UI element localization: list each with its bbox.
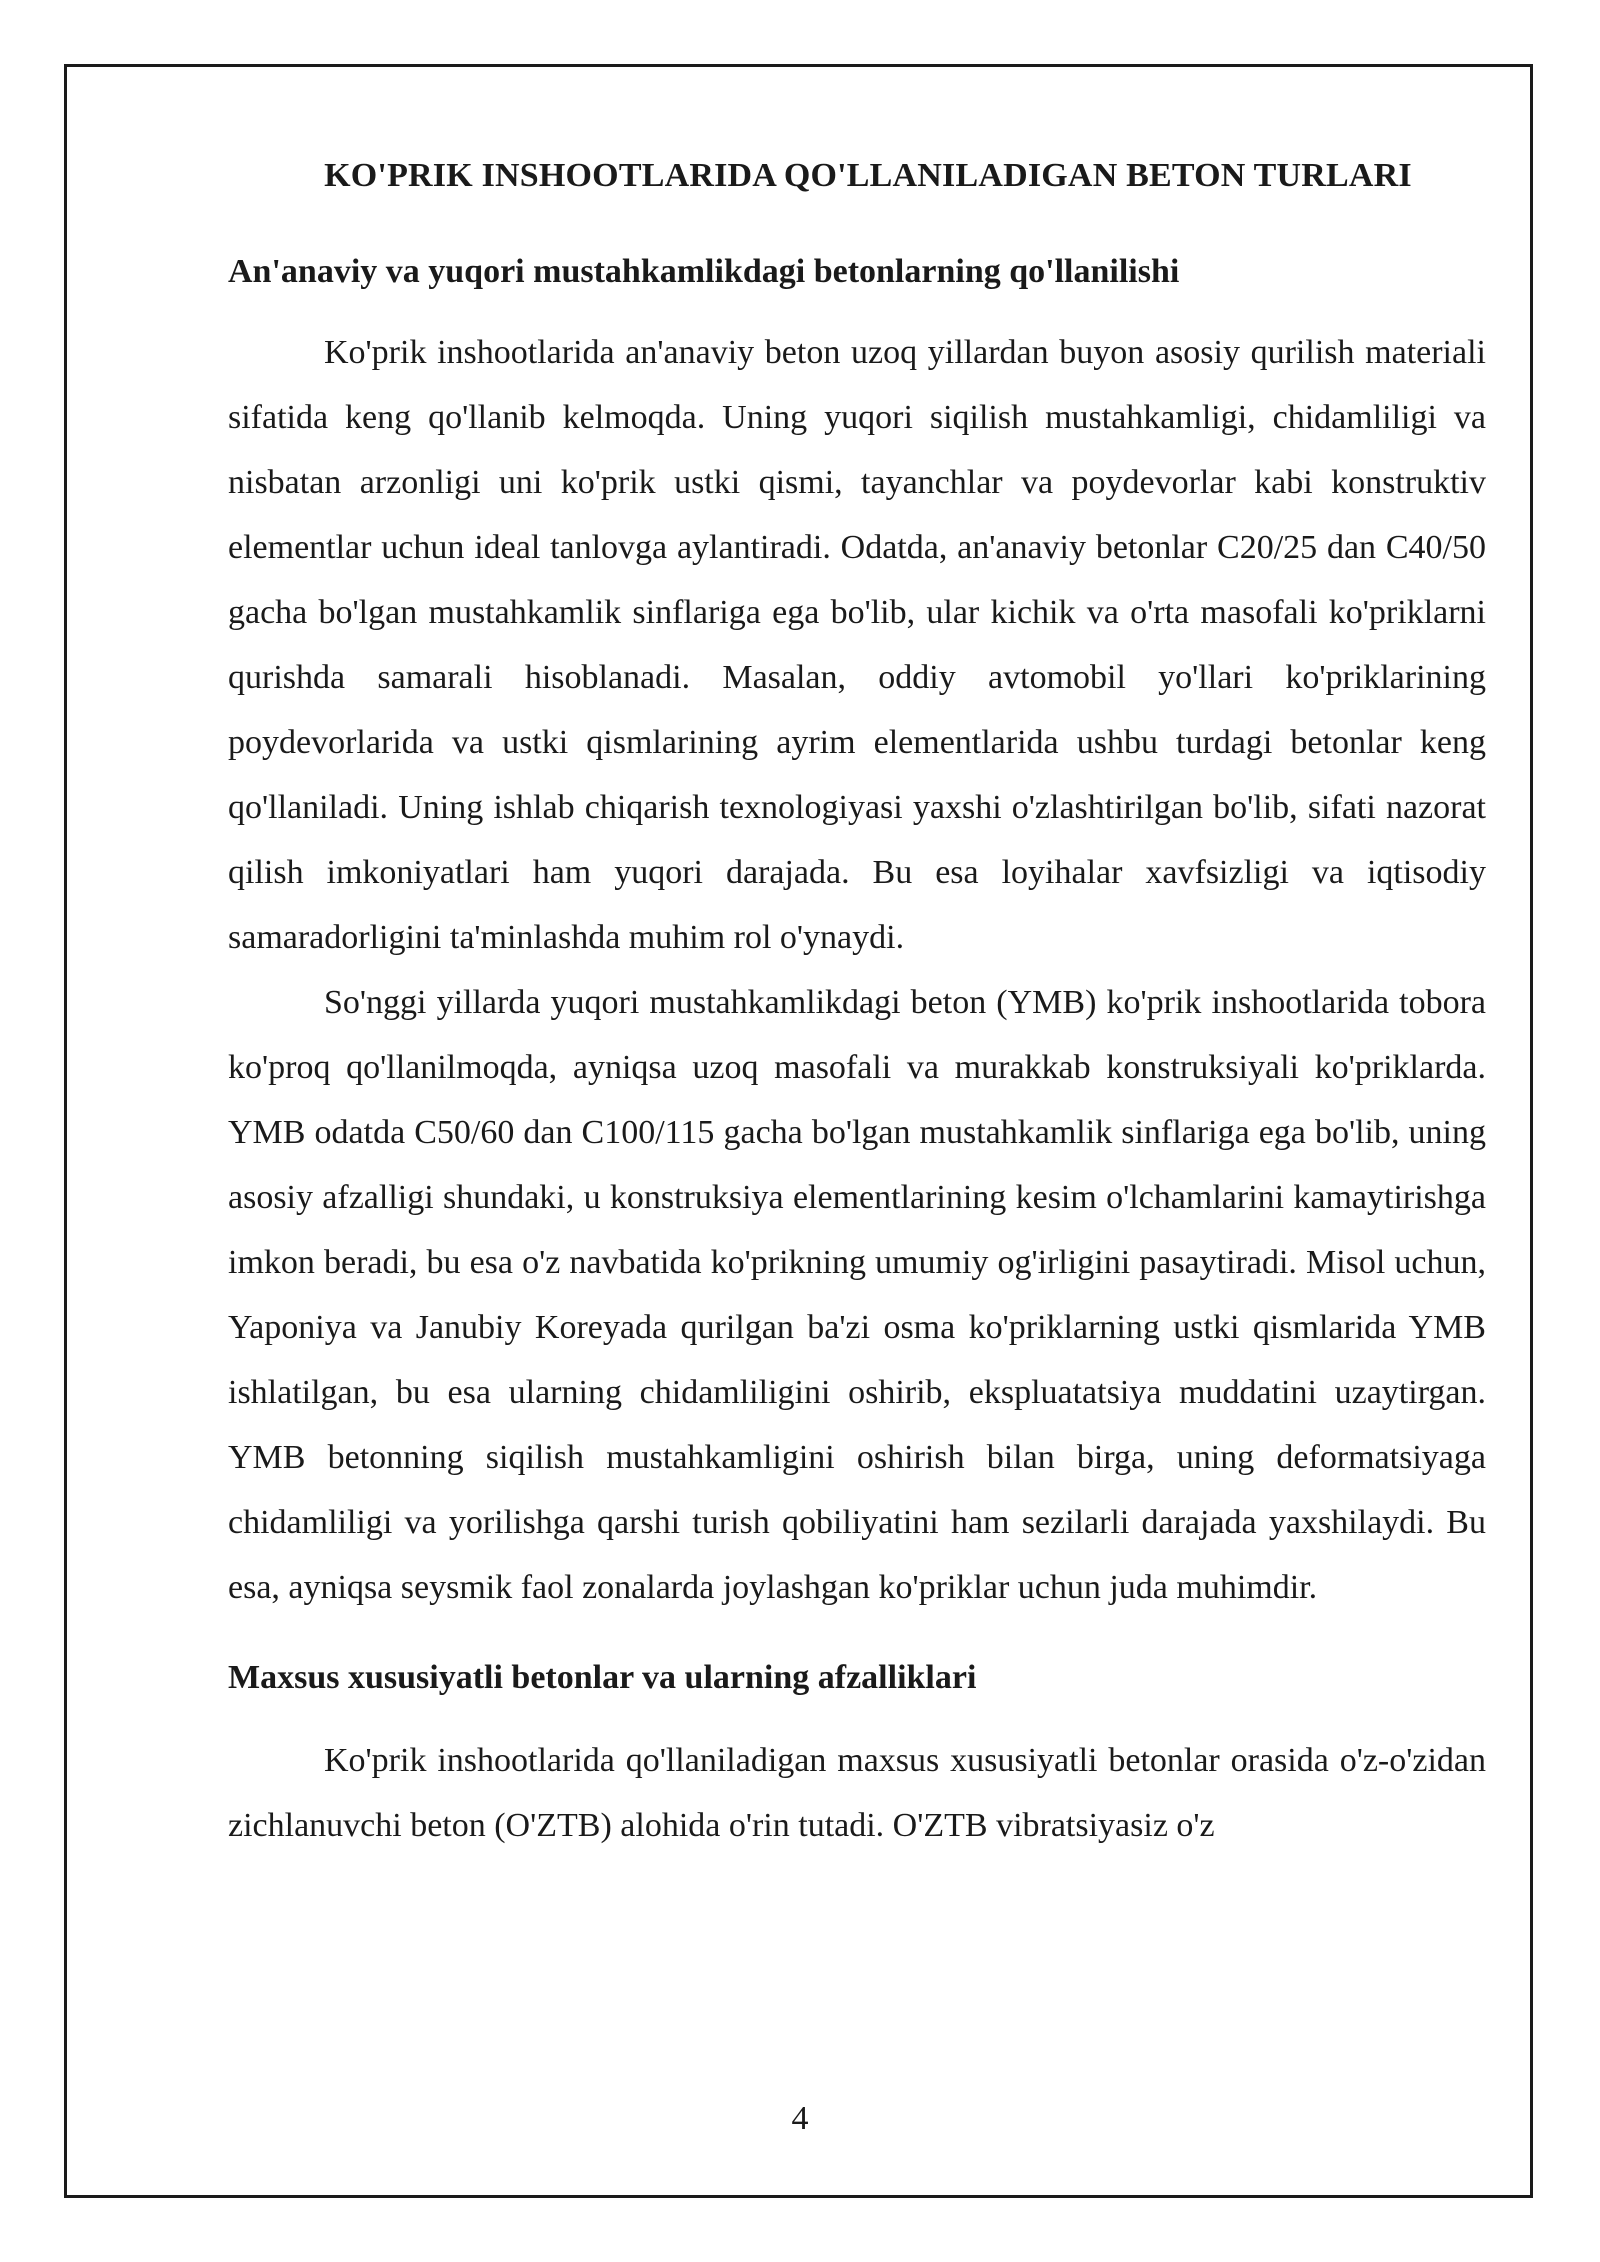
paragraph-self-compacting-concrete: Ko'prik inshootlarida qo'llaniladigan maxsus xususiyatli betonlar orasida o'z-o'zidan zichlanuvchi beton (O'ZTB) alohida o'rin tutadi. O'ZTB vibratsiyasiz o'z [228,1742,1486,1844]
paragraph-traditional-concrete: Ko'prik inshootlarida an'anaviy beton uzoq yillardan buyon asosiy qurilish materiali sifatida keng qo'llanib kelmoqda. Uning yuqori siqilish mustahkamligi, chidamliligi va nisbatan arzonligi uni ko'prik ustki qismi, tayanchlar va poydevorlar kabi konstruktiv elementlar uchun ideal tanlovga aylantiradi. Odatda, an'anaviy betonlar C20/25 dan C40/50 gacha bo'lgan mustahkamlik sinflariga ega bo'lib, ular kichik va o'rta masofali ko'priklarni qurishda samarali hisoblanadi. Masalan, oddiy avtomobil yo'llari ko'priklarining poydevorlarida va ustki qismlarining ayrim elementlarida ushbu turdagi betonlar keng qo'llaniladi. Uning ishlab chiqarish texnologiyasi yaxshi o'zlashtirilgan bo'lib, sifati nazorat qilish imkoniyatlari ham yuqori darajada. Bu esa loyihalar xavfsizligi va iqtisodiy samaradorligini ta'minlashda muhim rol o'ynaydi. [228,334,1486,956]
document-title: KO'PRIK INSHOOTLARIDA QO'LLANILADIGAN BETON TURLARI [324,157,1412,194]
section-heading-special-concrete: Maxsus xususiyatli betonlar va ularning afzalliklari [228,1659,977,1696]
page-number: 4 [791,2100,809,2137]
section-heading-traditional-concrete: An'anaviy va yuqori mustahkamlikdagi betonlarning qo'llanilishi [228,253,1180,290]
document-body [228,150,1486,1858]
paragraph-high-strength-concrete: So'nggi yillarda yuqori mustahkamlikdagi beton (YMB) ko'prik inshootlarida tobora ko'proq qo'llanilmoqda, ayniqsa uzoq masofali va murakkab konstruksiyali ko'priklarda. YMB odatda C50/60 dan C100/115 gacha bo'lgan mustahkamlik sinflariga ega bo'lib, uning asosiy afzalligi shundaki, u konstruksiya elementlarining kesim o'lchamlarini kamaytirishga imkon beradi, bu esa o'z navbatida ko'prikning umumiy og'irligini pasaytiradi. Misol uchun, Yaponiya va Janubiy Koreyada qurilgan ba'zi osma ko'priklarning ustki qismlarida YMB ishlatilgan, bu esa ularning chidamliligini oshirib, ekspluatatsiya muddatini uzaytirgan. YMB betonning siqilish mustahkamligini oshirish bilan birga, uning deformatsiyaga chidamliligi va yorilishga qarshi turish qobiliyatini ham sezilarli darajada yaxshilaydi. Bu esa, ayniqsa seysmik faol zonalarda joylashgan ko'priklar uchun juda muhimdir. [228,984,1486,1606]
